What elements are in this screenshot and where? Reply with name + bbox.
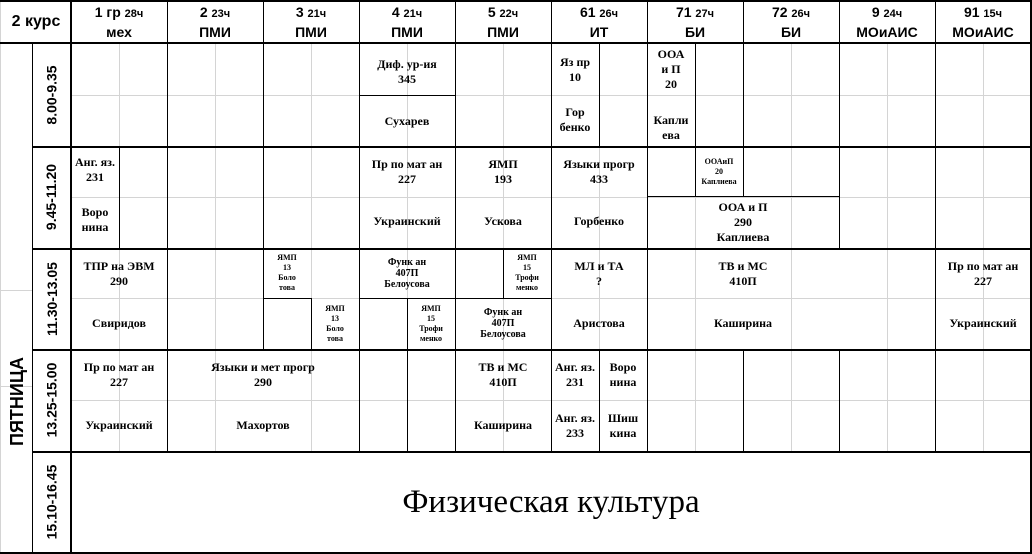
lesson-l13 xyxy=(551,152,647,192)
lesson-line: ООАиП xyxy=(704,157,734,166)
group-number xyxy=(296,3,326,23)
group-hours: 23ч xyxy=(211,8,231,20)
group-dept: ПМИ xyxy=(487,24,519,40)
lesson-line: 345 xyxy=(398,72,416,86)
lesson-line: Белоусова xyxy=(384,278,430,290)
group-num: 2 xyxy=(199,4,208,20)
lesson-line: 15 xyxy=(523,263,531,272)
time-text: 9.45-11.20 xyxy=(43,163,60,231)
column-line xyxy=(455,196,456,248)
column-line xyxy=(263,43,264,146)
group-header-5 xyxy=(551,2,647,42)
subgroup-line xyxy=(311,298,312,349)
lesson-l39 xyxy=(551,404,599,448)
column-line xyxy=(839,349,840,451)
time-label-3 xyxy=(33,349,70,451)
lesson-l28 xyxy=(647,308,839,338)
time-label-1 xyxy=(33,146,70,248)
grid-line xyxy=(0,290,32,291)
group-num: 61 xyxy=(579,4,596,20)
group-header-9 xyxy=(935,2,1031,42)
lesson-l07 xyxy=(71,152,119,188)
lesson-line: кина xyxy=(609,426,637,440)
group-number xyxy=(772,3,810,23)
lesson-line: 13 xyxy=(331,313,339,323)
time-label-2 xyxy=(33,248,70,349)
lesson-l30 xyxy=(935,308,1031,338)
column-line xyxy=(167,196,168,248)
lesson-line: 13 xyxy=(283,263,291,272)
lesson-line: Воро xyxy=(609,360,637,374)
time-text: 11.30-13.05 xyxy=(43,261,60,336)
column-line xyxy=(647,349,648,451)
cell-split-line xyxy=(647,196,839,197)
column-line xyxy=(551,248,552,349)
lesson-line: Пр по мат ан xyxy=(371,157,443,171)
lesson-line: Горбенко xyxy=(573,213,625,228)
lesson-l05 xyxy=(647,44,695,94)
group-hours: 27ч xyxy=(695,8,715,20)
lesson-line: Функ ан xyxy=(387,256,427,268)
lesson-line: Шиш xyxy=(607,411,639,425)
group-header-0 xyxy=(71,2,167,42)
lesson-line: бенко xyxy=(559,120,591,134)
lesson-line: ТВ и МС xyxy=(478,360,528,374)
subgroup-line xyxy=(503,248,504,298)
lesson-l14 xyxy=(551,206,647,236)
group-number xyxy=(200,3,230,23)
group-number xyxy=(95,3,144,23)
column-line xyxy=(647,146,648,196)
header-bottom-line xyxy=(0,42,1031,44)
lesson-line: 15 xyxy=(427,313,435,323)
lesson-line: Анг. яз. xyxy=(555,360,595,374)
lesson-line: менко xyxy=(419,333,443,343)
lesson-line: Яз пр xyxy=(559,55,591,69)
column-line xyxy=(455,43,456,146)
lesson-line: нина xyxy=(81,220,109,234)
lesson-line: 290 xyxy=(254,375,272,389)
time-slot-line xyxy=(32,248,1031,250)
group-hours: 24ч xyxy=(883,8,903,20)
column-line xyxy=(263,196,264,248)
lesson-line: 231 xyxy=(566,375,584,389)
lesson-l17 xyxy=(71,254,167,294)
pe-label: Физическая культура xyxy=(402,483,700,520)
group-num: 5 xyxy=(487,4,496,20)
lesson-line: Боло xyxy=(326,323,344,333)
lesson-l22 xyxy=(503,248,551,298)
group-hours: 26ч xyxy=(791,8,811,20)
group-num: 71 xyxy=(675,4,692,20)
grid-line xyxy=(887,43,888,451)
group-dept: ПМИ xyxy=(391,24,423,40)
lesson-line: 20 xyxy=(715,167,723,176)
lesson-l37 xyxy=(551,355,599,395)
course-label: 2 курс xyxy=(11,13,61,30)
group-num: 72 xyxy=(771,4,788,20)
grid-line xyxy=(0,0,1,554)
corner-label xyxy=(2,2,70,42)
lesson-line: Пр по мат ан xyxy=(83,360,155,374)
lesson-line: ЯМП xyxy=(325,303,345,313)
lesson-l40 xyxy=(599,404,647,448)
lesson-line: ТПР на ЭВМ xyxy=(83,259,155,273)
group-number xyxy=(964,3,1002,23)
lesson-line: Капли xyxy=(653,113,689,127)
lesson-line: ЯМП xyxy=(277,253,297,262)
group-number xyxy=(488,3,518,23)
column-line xyxy=(647,248,648,349)
lesson-l01 xyxy=(359,52,455,92)
lesson-line: 227 xyxy=(110,375,128,389)
lesson-line: ЯМП xyxy=(421,303,441,313)
lesson-line: 233 xyxy=(566,426,584,440)
lesson-line: 10 xyxy=(569,70,581,84)
lesson-line: Каширина xyxy=(473,417,533,432)
column-line xyxy=(359,196,360,248)
column-line xyxy=(551,43,552,146)
lesson-line: Трофи xyxy=(419,323,443,333)
group-header-1 xyxy=(167,2,263,42)
lesson-line: и П xyxy=(661,61,681,76)
column-line xyxy=(839,196,840,248)
lesson-line: 433 xyxy=(590,172,608,186)
group-dept: МОиАИС xyxy=(856,24,918,40)
group-dept: мех xyxy=(106,24,132,40)
lesson-l32 xyxy=(71,410,167,440)
lesson-line: това xyxy=(327,333,343,343)
lesson-line: ООА xyxy=(657,46,685,61)
lesson-line: Пр по мат ан xyxy=(947,259,1019,273)
column-line xyxy=(167,146,168,196)
group-header-3 xyxy=(359,2,455,42)
lesson-l10 xyxy=(359,206,455,236)
column-line xyxy=(359,146,360,196)
column-line xyxy=(647,196,648,248)
group-dept: МОиАИС xyxy=(952,24,1014,40)
time-text: 8.00-9.35 xyxy=(43,64,60,125)
lesson-l18 xyxy=(71,308,167,338)
lesson-line: 290 xyxy=(734,214,752,229)
lesson-line: Боло xyxy=(278,273,296,282)
lesson-line: Сухарев xyxy=(384,113,430,128)
lesson-line: 231 xyxy=(86,170,104,184)
column-line xyxy=(935,349,936,451)
lesson-l11 xyxy=(455,152,551,192)
lesson-l02 xyxy=(359,104,455,138)
lesson-line: 410П xyxy=(729,274,757,288)
lesson-line: 410П xyxy=(489,375,517,389)
lesson-l09 xyxy=(359,152,455,192)
lesson-l15 xyxy=(695,148,743,196)
time-text: 15.10-16.45 xyxy=(43,464,60,540)
group-dept: БИ xyxy=(780,24,802,40)
lesson-line: МЛ и ТА xyxy=(574,259,624,273)
lesson-l25 xyxy=(551,254,647,294)
lesson-l24 xyxy=(455,298,551,349)
column-line xyxy=(839,43,840,146)
lesson-l26 xyxy=(551,308,647,338)
lesson-line: 20 xyxy=(665,76,677,91)
lesson-l34 xyxy=(167,410,359,440)
lesson-line: ТВ и МС xyxy=(718,259,768,273)
subgroup-line xyxy=(599,43,600,146)
group-num: 91 xyxy=(963,4,980,20)
lesson-line: Гор xyxy=(565,105,585,119)
lesson-l27 xyxy=(647,254,839,294)
lesson-line: 193 xyxy=(494,172,512,186)
cell-split-line xyxy=(455,298,551,299)
lesson-line: Украинский xyxy=(373,213,441,228)
column-line xyxy=(551,196,552,248)
column-line xyxy=(455,349,456,451)
lesson-l16 xyxy=(647,196,839,248)
column-line xyxy=(743,43,744,146)
lesson-line: Воро xyxy=(81,205,109,219)
column-line xyxy=(407,349,408,451)
subgroup-line xyxy=(119,146,120,248)
column-line xyxy=(743,349,744,451)
column-line xyxy=(455,146,456,196)
group-header-8 xyxy=(839,2,935,42)
day-text: ПЯТНИЦА xyxy=(6,357,27,446)
lesson-line: 227 xyxy=(398,172,416,186)
cell-split-line xyxy=(263,298,311,299)
group-number xyxy=(872,3,902,23)
lesson-line: Украинский xyxy=(949,315,1017,330)
lesson-line: Трофи xyxy=(515,273,539,282)
group-number xyxy=(580,3,618,23)
day-label xyxy=(2,349,32,454)
lesson-l04 xyxy=(551,100,599,140)
subgroup-line xyxy=(599,349,600,451)
cell-split-line xyxy=(359,298,455,299)
group-hours: 28ч xyxy=(124,8,144,20)
subgroup-line xyxy=(695,146,696,196)
lesson-line: ева xyxy=(662,128,680,142)
lesson-line: Украинский xyxy=(85,417,153,432)
time-text: 13.25-15.00 xyxy=(43,362,60,438)
lesson-line: Каплиева xyxy=(701,177,737,186)
subgroup-line xyxy=(695,43,696,146)
lesson-line: Анг. яз. xyxy=(555,411,595,425)
group-number xyxy=(392,3,422,23)
lesson-line: Языки и мет прогр xyxy=(211,360,315,374)
lesson-l23 xyxy=(407,298,455,349)
lesson-l38 xyxy=(599,355,647,395)
group-number xyxy=(676,3,714,23)
column-line xyxy=(167,43,168,146)
lesson-l33 xyxy=(167,355,359,395)
lesson-line: Аристова xyxy=(573,315,625,330)
grid-line xyxy=(983,43,984,451)
lesson-line: Каплиева xyxy=(716,229,770,244)
lesson-l03 xyxy=(551,48,599,92)
time-label-4 xyxy=(33,451,70,553)
group-num: 4 xyxy=(391,4,400,20)
column-line xyxy=(167,248,168,349)
time-slot-line xyxy=(32,349,1031,351)
lesson-line: Свиридов xyxy=(92,315,146,330)
lesson-line: Белоусова xyxy=(480,329,526,340)
lesson-line: това xyxy=(279,283,295,292)
time-slot-line xyxy=(32,146,1031,148)
lesson-l19 xyxy=(263,248,311,298)
lesson-line: ЯМП xyxy=(488,157,518,171)
lesson-line: менко xyxy=(515,283,539,292)
lesson-line: Махортов xyxy=(236,417,290,432)
column-line xyxy=(551,146,552,196)
group-hours: 21ч xyxy=(403,8,423,20)
column-line xyxy=(935,196,936,248)
time-label-0 xyxy=(33,43,70,146)
column-line xyxy=(167,349,168,451)
group-num: 9 xyxy=(871,4,880,20)
column-line xyxy=(935,248,936,349)
lesson-l35 xyxy=(455,355,551,395)
lesson-line: 290 xyxy=(110,274,128,288)
group-hours: 22ч xyxy=(499,8,519,20)
group-header-4 xyxy=(455,2,551,42)
group-dept: ПМИ xyxy=(199,24,231,40)
lesson-line: Анг. яз. xyxy=(75,155,115,169)
group-dept: БИ xyxy=(684,24,706,40)
lesson-l29 xyxy=(935,254,1031,294)
column-line xyxy=(359,349,360,451)
group-header-2 xyxy=(263,2,359,42)
lesson-l21 xyxy=(359,248,455,298)
group-hours: 21ч xyxy=(307,8,327,20)
group-dept: ПМИ xyxy=(295,24,327,40)
group-hours: 26ч xyxy=(599,8,619,20)
group-num: 3 xyxy=(295,4,304,20)
lesson-l31 xyxy=(71,355,167,395)
group-header-7 xyxy=(743,2,839,42)
lesson-line: 407П xyxy=(491,318,515,329)
column-line xyxy=(935,146,936,196)
lesson-line: ? xyxy=(596,274,602,288)
column-line xyxy=(935,43,936,146)
lesson-line: нина xyxy=(609,375,637,389)
lesson-l20 xyxy=(311,298,359,349)
group-header-6 xyxy=(647,2,743,42)
subgroup-line xyxy=(407,298,408,349)
lesson-l12 xyxy=(455,206,551,236)
lesson-l06 xyxy=(647,110,695,146)
column-line xyxy=(263,146,264,196)
lesson-line: ООА и П xyxy=(718,199,768,214)
lesson-line: 227 xyxy=(974,274,992,288)
group-dept: ИТ xyxy=(589,24,609,40)
column-line xyxy=(839,146,840,196)
group-num: 1 гр xyxy=(94,4,121,20)
lesson-l08 xyxy=(71,200,119,240)
lesson-line: 407П xyxy=(395,267,419,279)
column-line xyxy=(743,146,744,196)
cell-split-line xyxy=(359,95,455,96)
lesson-line: Функ ан xyxy=(483,307,523,318)
lesson-line: Ускова xyxy=(484,213,522,228)
lesson-line: Языки прогр xyxy=(563,157,635,171)
column-line xyxy=(647,43,648,146)
lesson-l36 xyxy=(455,410,551,440)
lesson-line: Каширина xyxy=(713,315,773,330)
column-line xyxy=(551,349,552,451)
lesson-line: ЯМП xyxy=(517,253,537,262)
group-hours: 15ч xyxy=(983,8,1003,20)
lesson-line: Диф. ур-ия xyxy=(377,57,437,71)
